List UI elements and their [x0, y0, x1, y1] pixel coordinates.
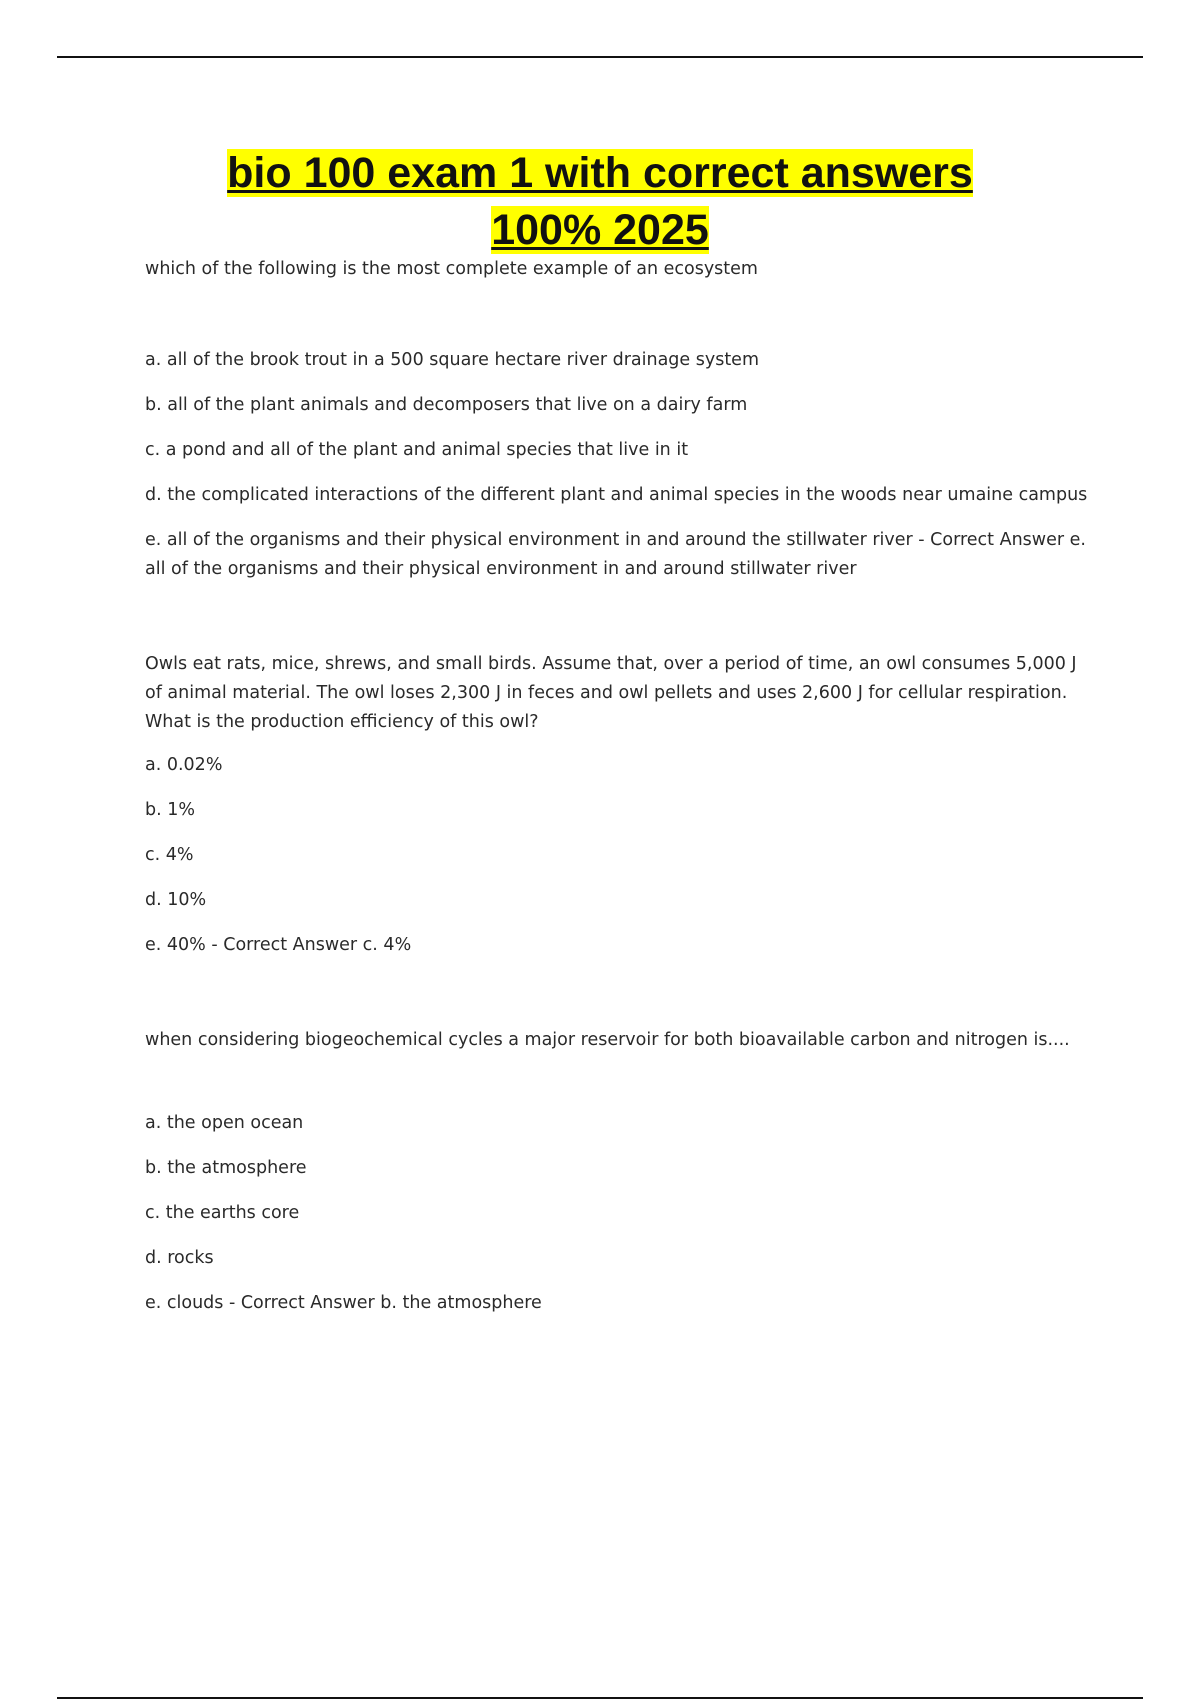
header-rule: [57, 56, 1143, 58]
question-text: Owls eat rats, mice, shrews, and small birds. Assume that, over a period of time, an owl consumes 5,000 J of animal material. The owl loses 2,300 J in feces and owl pellets and uses 2,600 J for cellular respiration. What is the production efficiency of this owl?: [145, 654, 1077, 732]
option-d: d. rocks: [145, 1248, 214, 1268]
question-text: which of the following is the most complete example of an ecosystem: [145, 259, 758, 279]
option-b: b. 1%: [145, 800, 195, 820]
document-title: bio 100 exam 1 with correct answers 100% 2025: [227, 149, 973, 254]
option-c: c. a pond and all of the plant and animal species that live in it: [145, 440, 689, 460]
question-2: [145, 650, 1095, 960]
option-c: c. the earths core: [145, 1203, 300, 1223]
option-c: c. 4%: [145, 845, 194, 865]
footer-rule: [57, 1697, 1143, 1699]
option-e-with-answer: e. clouds - Correct Answer b. the atmosphere: [145, 1293, 542, 1313]
document-body: [145, 255, 1095, 1318]
option-b: b. all of the plant animals and decomposers that live on a dairy farm: [145, 395, 748, 415]
option-d: d. 10%: [145, 890, 207, 910]
option-a: a. 0.02%: [145, 755, 223, 775]
question-3: [145, 1026, 1095, 1318]
question-text: when considering biogeochemical cycles a major reservoir for both bioavailable carbon and nitrogen is....: [145, 1030, 1070, 1050]
option-a: a. the open ocean: [145, 1113, 304, 1133]
option-b: b. the atmosphere: [145, 1158, 307, 1178]
option-e-with-answer: e. all of the organisms and their physical environment in and around the stillwater river - Correct Answer e. all of the organisms and their physical environment in and around stillwater river: [145, 530, 1086, 579]
title-block: [0, 145, 1200, 259]
option-a: a. all of the brook trout in a 500 square hectare river drainage system: [145, 350, 759, 370]
option-e-with-answer: e. 40% - Correct Answer c. 4%: [145, 935, 412, 955]
question-1: [145, 255, 1095, 584]
option-d: d. the complicated interactions of the different plant and animal species in the woods near umaine campus: [145, 485, 1088, 505]
